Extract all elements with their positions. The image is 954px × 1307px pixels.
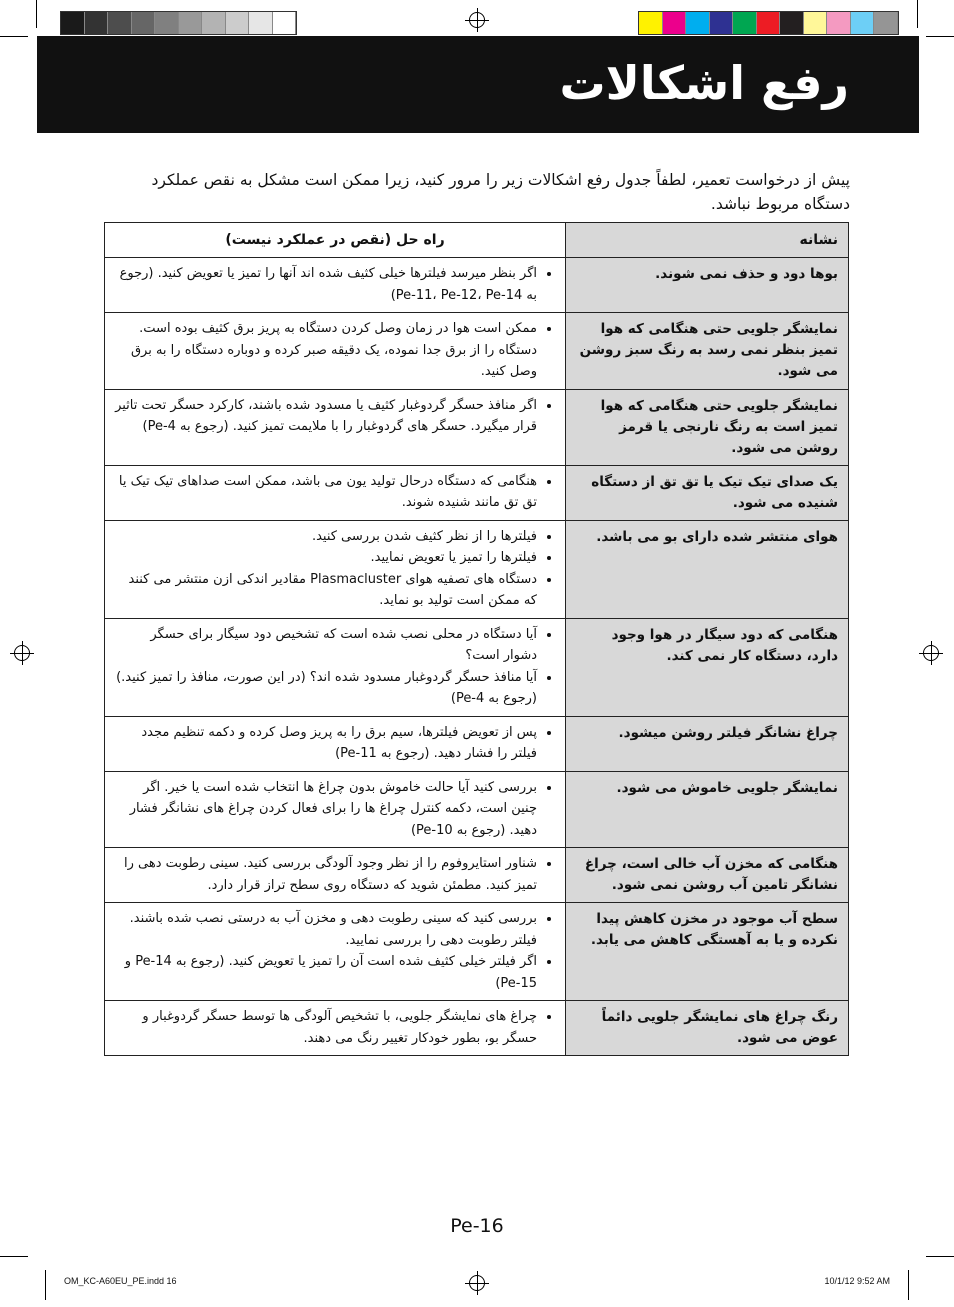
registration-mark-icon — [923, 645, 939, 661]
color-swatch — [757, 12, 781, 34]
color-swatch — [780, 12, 804, 34]
color-swatch — [226, 12, 250, 34]
color-swatch — [874, 12, 898, 34]
table-row — [105, 389, 849, 465]
remedy-cell — [105, 618, 566, 716]
remedy-item: • ممکن است هوا در زمان وصل کردن دستگاه به پریز برق کثیف بوده است. دستگاه را از برق جدا نموده، یک دقیقه صبر کرده و دوباره دستگاه را به برق وصل کنید. — [115, 318, 537, 383]
footer-file-info: OM_KC-A60EU_PE.indd 16 — [64, 1276, 177, 1286]
color-swatch — [663, 12, 687, 34]
table-row — [105, 716, 849, 771]
symptom-cell: نمایشگر جلویی حتی هنگامی که هوا تمیز بنظر نمی رسد به رنگ سبز روشن می شود. — [566, 313, 849, 390]
crop-mark — [0, 1256, 28, 1257]
intro-paragraph: پیش از درخواست تعمیر، لطفاً جدول رفع اشکالات زیر را مرور کنید، زیرا ممکن است مشکل به نقص عملکرد دستگاه مربوط نباشد. — [151, 171, 850, 213]
remedy-list — [115, 624, 555, 710]
table-row — [105, 618, 849, 716]
crop-mark — [917, 0, 918, 28]
crop-mark — [926, 36, 954, 37]
color-swatch — [639, 12, 663, 34]
symptom-column-header: نشانه — [566, 223, 849, 258]
crop-mark — [908, 1270, 909, 1300]
table-row — [105, 848, 849, 903]
remedy-list — [115, 908, 555, 994]
remedy-item: • فیلترها را از نظر کثیف شدن بررسی کنید. — [115, 526, 537, 548]
remedy-item: • آیا دستگاه در محلی نصب شده است که تشخیص دود سیگار برای حسگر دشوار است؟ — [115, 624, 537, 667]
symptom-cell: هنگامی که مخزن آب خالی است، چراغ نشانگر تامین آب روشن نمی شود. — [566, 848, 849, 903]
color-swatch — [108, 12, 132, 34]
remedy-item: • فیلترها را تمیز یا تعویض نمایید. — [115, 547, 537, 569]
remedy-item: • اگر فیلتر خیلی کثیف شده است آن را تمیز یا تعویض کنید. (رجوع به Pe-14 و Pe-15) — [115, 951, 537, 994]
color-swatch — [155, 12, 179, 34]
color-swatch — [85, 12, 109, 34]
remedy-cell — [105, 903, 566, 1001]
registration-mark-icon — [469, 12, 485, 28]
color-swatch — [61, 12, 85, 34]
color-swatch — [249, 12, 273, 34]
table-row — [105, 771, 849, 848]
remedy-item: • اگر منافذ حسگر گردوغبار کثیف یا مسدود شده باشند، کارکرد حسگر تحت تاثیر قرار میگیرد. حسگر های گردوغبار را با ملایمت تمیز کنید. (رجوع به Pe-4) — [115, 395, 537, 438]
remedy-item: • اگر بنظر میرسد فیلترها خیلی کثیف شده اند آنها را تمیز یا تعویض کنید. (رجوع به Pe-11، Pe-12، Pe-14) — [115, 263, 537, 306]
crop-mark — [926, 1256, 954, 1257]
color-swatch — [273, 12, 297, 34]
table-row — [105, 903, 849, 1001]
remedy-cell — [105, 313, 566, 390]
symptom-cell: سطح آب موجود در مخزن کاهش پیدا نکرده و یا به آهستگی کاهش می یابد. — [566, 903, 849, 1001]
remedy-list — [115, 1006, 555, 1049]
remedy-list — [115, 318, 555, 383]
table-row — [105, 520, 849, 618]
symptom-cell: یک صدای تیک تیک یا تق تق از دستگاه شنیده می شود. — [566, 465, 849, 520]
symptom-cell: هنگامی که دود سیگار در هوا وجود دارد، دستگاه کار نمی کند. — [566, 618, 849, 716]
title-banner — [37, 36, 919, 133]
color-swatch — [710, 12, 734, 34]
remedy-list — [115, 395, 555, 438]
remedy-list — [115, 777, 555, 842]
color-swatch — [804, 12, 828, 34]
remedy-cell — [105, 716, 566, 771]
page-title: رفع اشکالات — [559, 56, 849, 110]
symptom-cell: بوها دود و حذف نمی شوند. — [566, 258, 849, 313]
remedy-item: • پس از تعویض فیلترها، سیم برق را به پریز وصل کرده و دکمه تنظیم مجدد فیلتر را فشار دهید. (رجوع به Pe-11) — [115, 722, 537, 765]
table-header-row — [105, 223, 849, 258]
table-body — [105, 258, 849, 1056]
color-swatch — [733, 12, 757, 34]
crop-mark — [45, 1270, 46, 1300]
symptom-cell: چراغ نشانگر فیلتر روشن میشود. — [566, 716, 849, 771]
remedy-list — [115, 263, 555, 306]
remedy-list — [115, 853, 555, 896]
symptom-cell: نمایشگر جلویی خاموش می شود. — [566, 771, 849, 848]
remedy-item: • آیا منافذ حسگر گردوغبار مسدود شده اند؟ (در این صورت، منافذ را تمیز کنید.) (رجوع به Pe-4) — [115, 667, 537, 710]
remedy-item: • بررسی کنید که سینی رطوبت دهی و مخزن آب به درستی نصب شده باشند. فیلتر رطوبت دهی را بررسی نمایید. — [115, 908, 537, 951]
registration-mark-icon — [469, 1275, 485, 1291]
remedy-item: • بررسی کنید آیا حالت خاموش بدون چراغ ها انتخاب شده است یا خیر. اگر چنین است، دکمه کنترل چراغ ها را برای فعال کردن چراغ های نشانگر فشار دهید. (رجوع به Pe-10) — [115, 777, 537, 842]
page-number: Pe-16 — [450, 1215, 504, 1237]
color-swatch — [851, 12, 875, 34]
grayscale-color-bar — [60, 11, 297, 35]
remedy-item: • چراغ های نمایشگر جلویی، با تشخیص آلودگی ها توسط حسگر گردوغبار و حسگر بو، بطور خودکار تغییر رنگ می دهند. — [115, 1006, 537, 1049]
table-row — [105, 313, 849, 390]
remedy-cell — [105, 258, 566, 313]
remedy-list — [115, 526, 555, 612]
crop-mark — [36, 0, 37, 28]
color-swatch — [827, 12, 851, 34]
process-color-bar — [638, 11, 899, 35]
troubleshooting-table — [104, 222, 849, 1056]
remedy-column-header: راه حل (نقص در عملکرد نیست) — [105, 223, 566, 258]
symptom-cell: هوای منتشر شده دارای بو می باشد. — [566, 520, 849, 618]
crop-mark — [0, 36, 28, 37]
remedy-list — [115, 722, 555, 765]
remedy-cell — [105, 848, 566, 903]
remedy-cell — [105, 771, 566, 848]
remedy-item: • هنگامی که دستگاه درحال تولید یون می باشد، ممکن است صداهای تیک تیک یا تق تق مانند شنیده شوند. — [115, 471, 537, 514]
registration-mark-icon — [14, 645, 30, 661]
remedy-list — [115, 471, 555, 514]
remedy-cell — [105, 1001, 566, 1056]
remedy-item: • دستگاه های تصفیه هوای Plasmacluster مقادیر اندکی ازن منتشر می کنند که ممکن است تولید بو نماید. — [115, 569, 537, 612]
table-row — [105, 1001, 849, 1056]
color-swatch — [132, 12, 156, 34]
footer-date: 10/1/12 9:52 AM — [824, 1276, 890, 1286]
symptom-cell: نمایشگر جلویی حتی هنگامی که هوا تمیز است به رنگ نارنجی یا قرمز روشن می شود. — [566, 389, 849, 465]
color-swatch — [686, 12, 710, 34]
table-row — [105, 258, 849, 313]
symptom-cell: رنگ چراغ های نمایشگر جلویی دائماً عوض می شود. — [566, 1001, 849, 1056]
remedy-cell — [105, 389, 566, 465]
remedy-cell — [105, 520, 566, 618]
table-row — [105, 465, 849, 520]
color-swatch — [179, 12, 203, 34]
remedy-cell — [105, 465, 566, 520]
color-swatch — [202, 12, 226, 34]
remedy-item: • شناور استایروفوم را از نظر وجود آلودگی بررسی کنید. سینی رطوبت دهی را تمیز کنید. مطمئن شوید که دستگاه روی سطح تراز قرار دارد. — [115, 853, 537, 896]
